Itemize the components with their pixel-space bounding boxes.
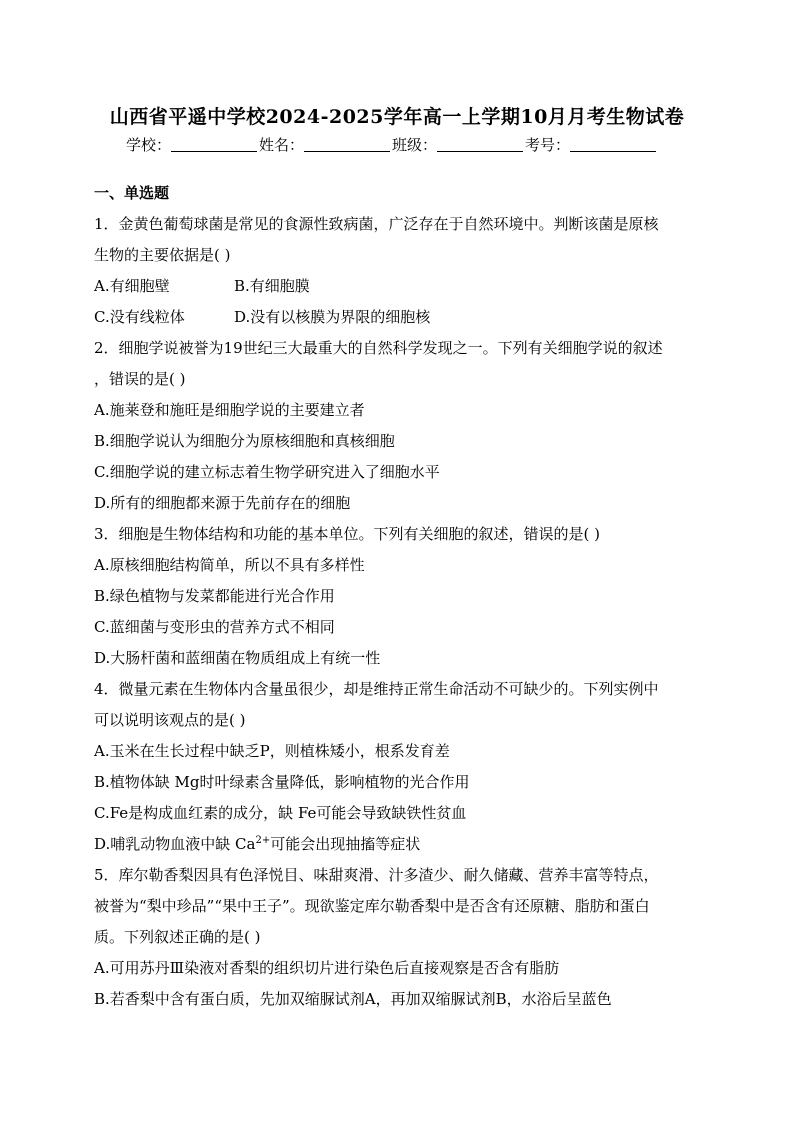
class-blank[interactable] — [437, 137, 523, 152]
option-a: A.玉米在生长过程中缺乏P，则植株矮小，根系发育差 — [94, 742, 450, 760]
option-b: B.绿色植物与发菜都能进行光合作用 — [94, 587, 335, 605]
option-a: A.可用苏丹Ⅲ染液对香梨的组织切片进行染色后直接观察是否含有脂肪 — [94, 959, 560, 977]
option-d-text-end: 可能会出现抽搐等症状 — [270, 835, 421, 853]
question-stem: 质。下列叙述正确的是( ) — [94, 928, 261, 946]
option-a: A.有细胞壁 — [94, 277, 170, 295]
option-c: C.蓝细菌与变形虫的营养方式不相同 — [94, 618, 335, 636]
option-row — [94, 302, 704, 333]
question-stem: 3．细胞是生物体结构和功能的基本单位。下列有关细胞的叙述，错误的是( ) — [94, 525, 601, 543]
question-1 — [94, 209, 704, 333]
question-stem: 4．微量元素在生物体内含量虽很少，却是维持正常生命活动不可缺少的。下列实例中 — [94, 680, 659, 698]
question-5 — [94, 860, 704, 1015]
question-stem: 被誉为“梨中珍品”“果中王子”。现欲鉴定库尔勒香梨中是否含有还原糖、脂肪和蛋白 — [94, 897, 650, 915]
question-stem: 2．细胞学说被誉为19世纪三大最重大的自然科学发现之一。下列有关细胞学说的叙述 — [94, 339, 663, 357]
school-label: 学校： — [126, 136, 172, 154]
option-d — [94, 829, 704, 860]
question-stem: 生物的主要依据是( ) — [94, 246, 231, 264]
question-stem: 1．金黄色葡萄球菌是常见的食源性致病菌，广泛存在于自然环境中。判断该菌是原核 — [94, 215, 659, 233]
school-blank[interactable] — [171, 137, 257, 152]
option-d-text: D.哺乳动物血液中缺 Ca — [94, 835, 256, 853]
class-label: 班级： — [392, 136, 438, 154]
section-heading: 一、单选题 — [94, 184, 170, 202]
option-b: B.植物体缺 Mg时叶绿素含量降低，影响植物的光合作用 — [94, 773, 470, 791]
question-3 — [94, 519, 704, 674]
student-info-line — [126, 134, 658, 155]
question-stem: ，错误的是( ) — [94, 370, 186, 388]
number-label: 考号： — [525, 136, 571, 154]
page-title: 山西省平遥中学校2024-2025学年高一上学期10月月考生物试卷 — [109, 106, 685, 128]
name-label: 姓名： — [259, 136, 305, 154]
questions-area — [94, 178, 704, 1015]
option-row — [94, 271, 704, 302]
option-c: C.细胞学说的建立标志着生物学研究进入了细胞水平 — [94, 463, 440, 481]
question-4 — [94, 674, 704, 860]
option-c: C.Fe是构成血红素的成分，缺 Fe可能会导致缺铁性贫血 — [94, 804, 467, 822]
option-d: D.所有的细胞都来源于先前存在的细胞 — [94, 494, 351, 512]
option-b: B.有细胞膜 — [234, 277, 310, 295]
option-b: B.细胞学说认为细胞分为原核细胞和真核细胞 — [94, 432, 395, 450]
option-d: D.大肠杆菌和蓝细菌在物质组成上有统一性 — [94, 649, 381, 667]
option-a: A.施莱登和施旺是细胞学说的主要建立者 — [94, 401, 365, 419]
option-a: A.原核细胞结构简单，所以不具有多样性 — [94, 556, 365, 574]
name-blank[interactable] — [304, 137, 390, 152]
option-c: C.没有线粒体 — [94, 308, 185, 326]
ion-charge: 2+ — [255, 835, 271, 846]
question-stem: 可以说明该观点的是( ) — [94, 711, 246, 729]
question-stem: 5．库尔勒香梨因具有色泽悦目、味甜爽滑、汁多渣少、耐久储藏、营养丰富等特点， — [94, 866, 659, 884]
option-d: D.没有以核膜为界限的细胞核 — [234, 308, 431, 326]
option-b: B.若香梨中含有蛋白质，先加双缩脲试剂A，再加双缩脲试剂B，水浴后呈蓝色 — [94, 990, 612, 1008]
number-blank[interactable] — [570, 137, 656, 152]
question-2 — [94, 333, 704, 519]
